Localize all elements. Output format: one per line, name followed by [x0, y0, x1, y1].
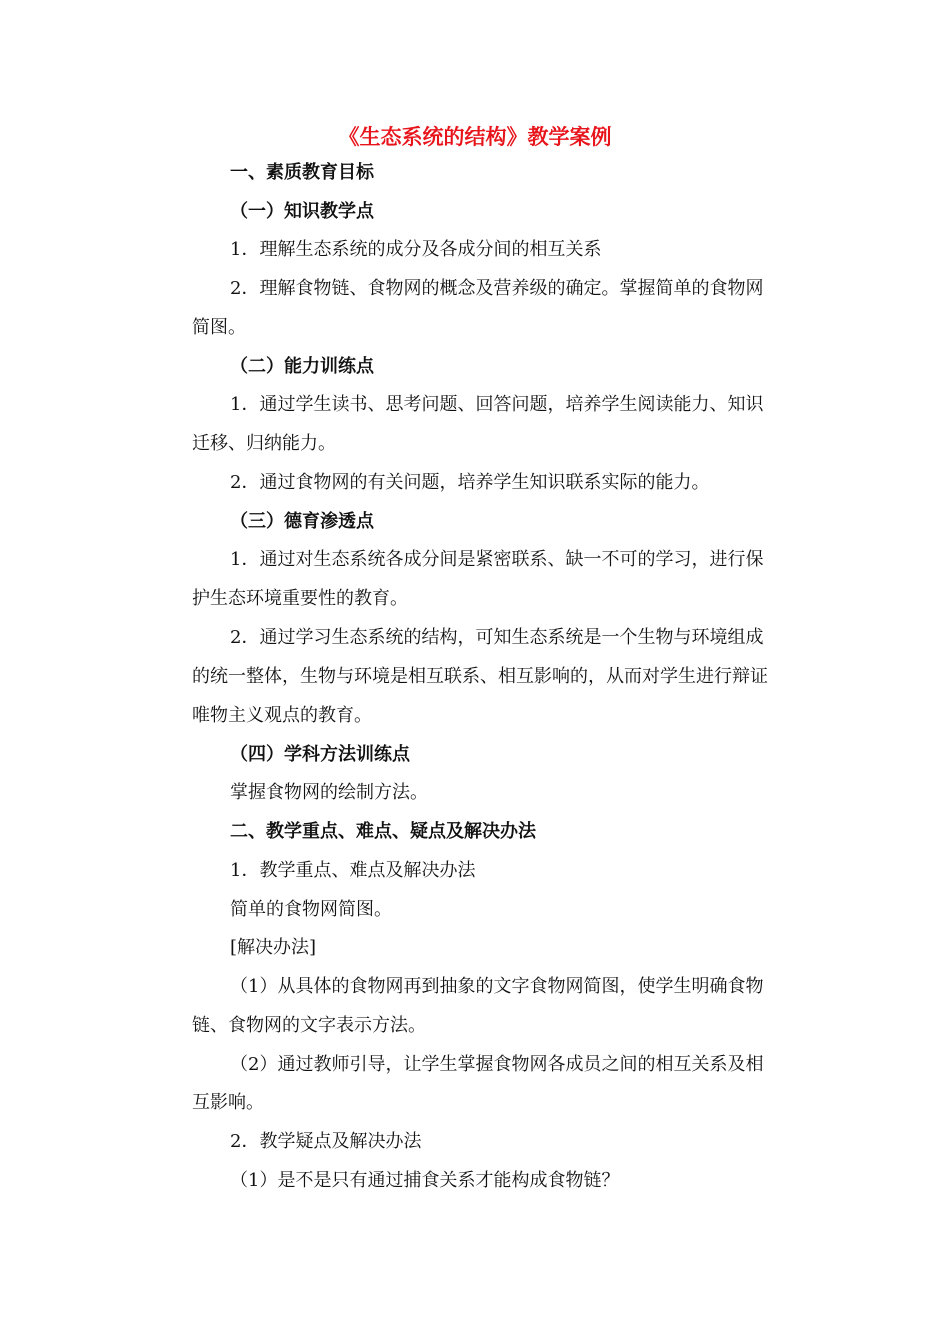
paragraph-line: （1）从具体的食物网再到抽象的文字食物网简图，使学生明确食物: [230, 976, 764, 997]
paragraph-line: 的统一整体，生物与环境是相互联系、相互影响的，从而对学生进行辩证: [192, 666, 768, 687]
paragraph-line: [解决办法]: [230, 937, 317, 958]
paragraph-line: 1．通过对生态系统各成分间是紧密联系、缺一不可的学习，进行保: [230, 549, 764, 570]
paragraph-line: 掌握食物网的绘制方法。: [230, 782, 428, 803]
paragraph-line: 护生态环境重要性的教育。: [192, 588, 408, 609]
paragraph-line: 唯物主义观点的教育。: [192, 705, 372, 726]
paragraph-line: 2．教学疑点及解决办法: [230, 1131, 422, 1152]
document-title: 《生态系统的结构》教学案例: [338, 124, 612, 149]
section-heading: 二、教学重点、难点、疑点及解决办法: [230, 821, 536, 842]
paragraph-line: 2．理解食物链、食物网的概念及营养级的确定。掌握简单的食物网: [230, 278, 764, 299]
paragraph-line: 1．通过学生读书、思考问题、回答问题，培养学生阅读能力、知识: [230, 394, 764, 415]
paragraph-line: 1．理解生态系统的成分及各成分间的相互关系: [230, 239, 602, 260]
paragraph-line: 简图。: [192, 317, 246, 338]
subsection-heading: （一）知识教学点: [230, 201, 374, 222]
paragraph-line: 互影响。: [192, 1092, 264, 1113]
paragraph-line: 迁移、归纳能力。: [192, 433, 336, 454]
paragraph-line: 2．通过学习生态系统的结构，可知生态系统是一个生物与环境组成: [230, 627, 764, 648]
paragraph-line: 2．通过食物网的有关问题，培养学生知识联系实际的能力。: [230, 472, 710, 493]
paragraph-line: 简单的食物网简图。: [230, 899, 392, 920]
section-heading: 一、素质教育目标: [230, 162, 374, 183]
subsection-heading: （二）能力训练点: [230, 356, 374, 377]
paragraph-line: （1）是不是只有通过捕食关系才能构成食物链？: [230, 1170, 620, 1191]
paragraph-line: （2）通过教师引导，让学生掌握食物网各成员之间的相互关系及相: [230, 1054, 764, 1075]
paragraph-line: 1．教学重点、难点及解决办法: [230, 860, 476, 881]
paragraph-line: 链、食物网的文字表示方法。: [192, 1015, 426, 1036]
subsection-heading: （四）学科方法训练点: [230, 744, 410, 765]
subsection-heading: （三）德育渗透点: [230, 511, 374, 532]
